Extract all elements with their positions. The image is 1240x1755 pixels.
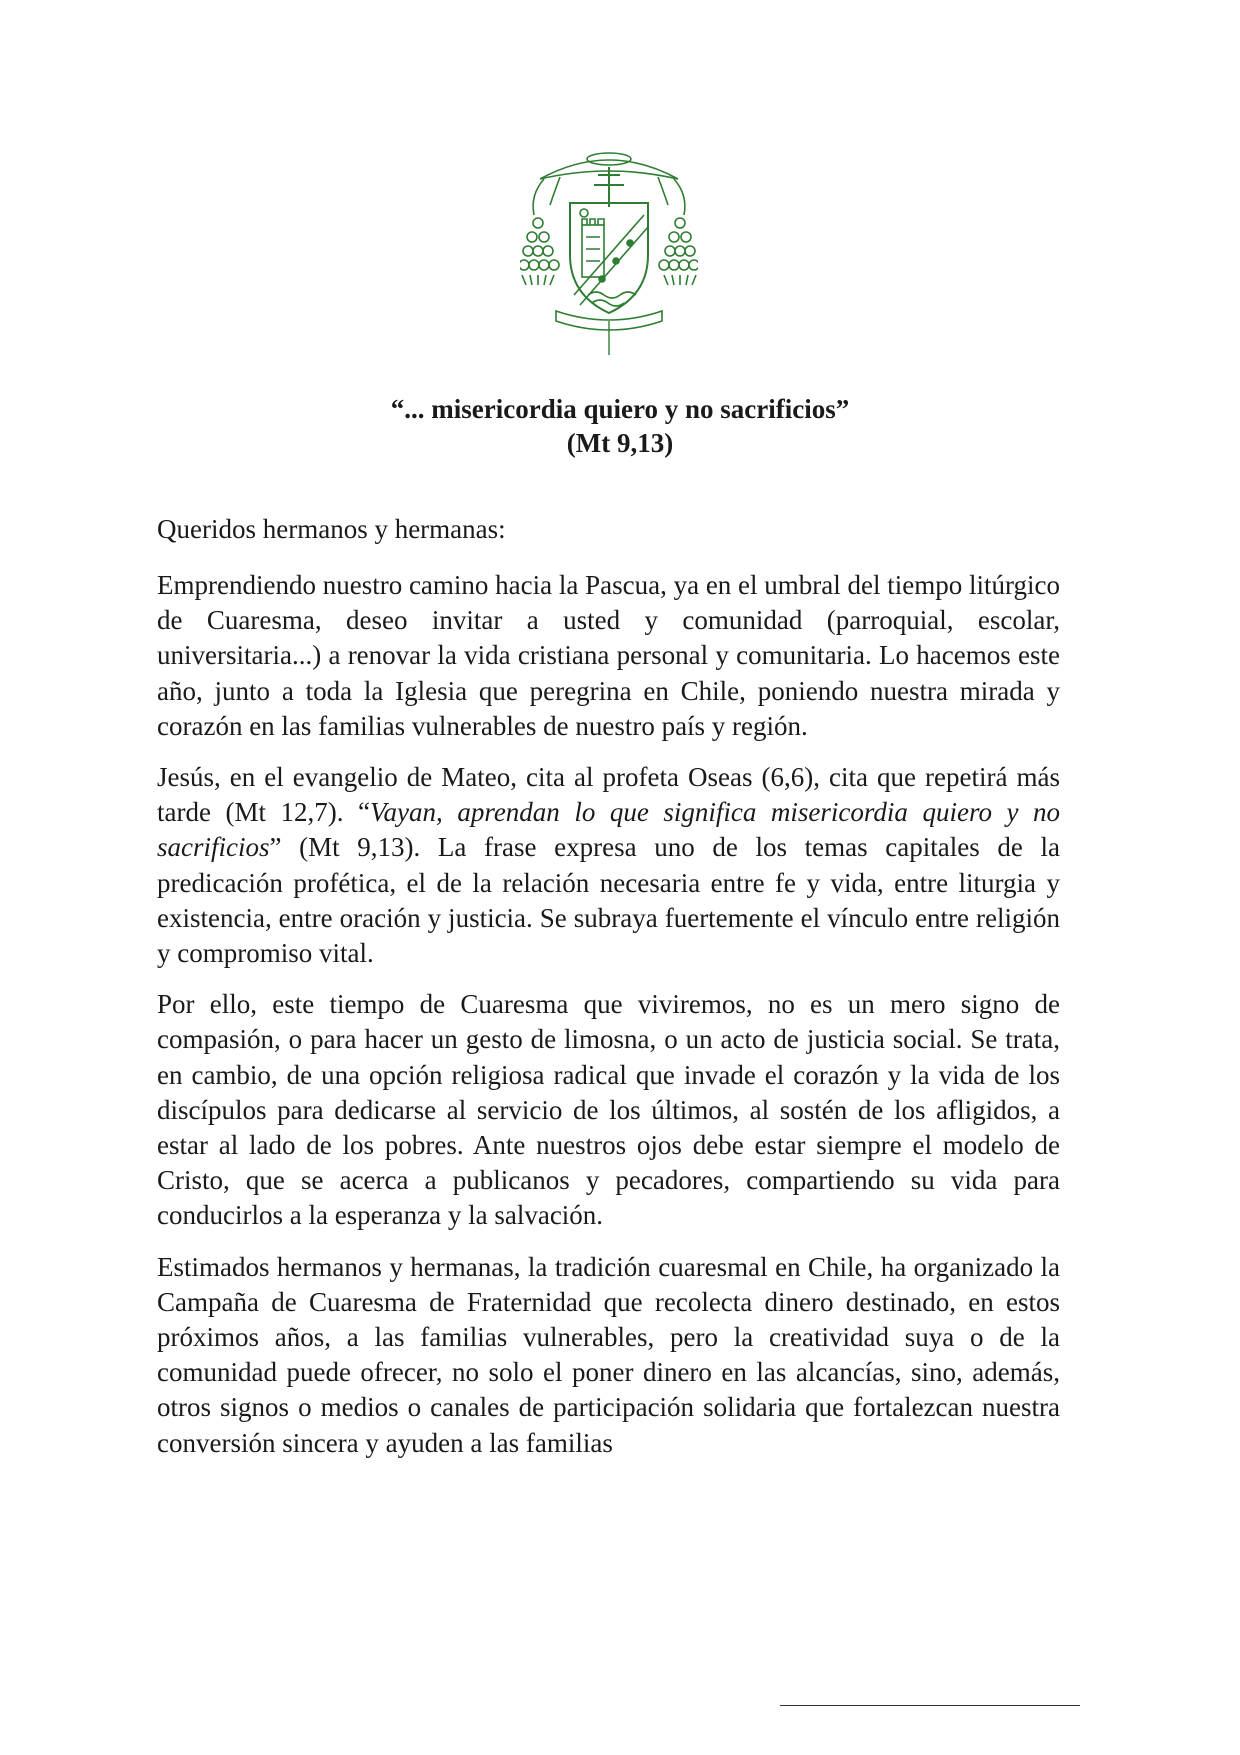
title-quote: “... misericordia quiero y no sacrificios” bbox=[390, 394, 850, 424]
paragraph-2-rest: ” (Mt 9,13). La frase expresa uno de los temas capitales de la predicación profética, el de la relación necesaria entre fe y vida, entre liturgia y existencia, entre oración y justicia. Se subraya fuertemente el vínculo entre religión y compromiso vital. bbox=[157, 832, 1060, 969]
episcopal-coat-of-arms-icon bbox=[520, 145, 698, 355]
letter-body bbox=[157, 568, 1060, 1477]
paragraph-2-intro: Jesús, en el evangelio de Mateo, cita al profeta Oseas (6,6), cita que repetirá más tarde (Mt 12,7). “ bbox=[157, 762, 1060, 828]
title-reference: (Mt 9,13) bbox=[566, 428, 674, 458]
paragraph-4: Estimados hermanos y hermanas, la tradición cuaresmal en Chile, ha organizado la Campaña de Cuaresma de Fraternidad que recolecta dinero destinado, en estos próximos años, a las familias vulnerables, pero la creatividad suya o de la comunidad puede ofrecer, no solo el poner dinero en las alcancías, sino, además, otros signos o medios o canales de participación solidaria que fortalezcan nuestra conversión sincera y ayuden a las familias bbox=[157, 1251, 1060, 1458]
paragraph-1: Emprendiendo nuestro camino hacia la Pascua, ya en el umbral del tiempo litúrgico de Cuaresma, deseo invitar a usted y comunidad (parroquial, escolar, universitaria...) a renovar la vida cristiana personal y comunitaria. Lo hacemos este año, junto a toda la Iglesia que peregrina en Chile, poniendo nuestra mirada y corazón en las familias vulnerables de nuestro país y región. bbox=[157, 570, 1060, 741]
footer-rule bbox=[780, 1705, 1080, 1706]
document-title bbox=[160, 392, 1080, 460]
paragraph-2-quote: Vayan, aprendan lo que significa misericordia quiero y no sacrificios bbox=[157, 797, 1061, 863]
paragraph-2 bbox=[157, 760, 1060, 971]
salutation: Queridos hermanos y hermanas: bbox=[157, 514, 506, 544]
paragraph-3: Por ello, este tiempo de Cuaresma que viviremos, no es un mero signo de compasión, o para hacer un gesto de limosna, o un acto de justicia social. Se trata, en cambio, de una opción religiosa radical que invade el corazón y la vida de los discípulos para dedicarse al servicio de los últimos, al sostén de los afligidos, a estar al lado de los pobres. Ante nuestros ojos debe estar siempre el modelo de Cristo, que se acerca a publicanos y pecadores, compartiendo su vida para conducirlos a la esperanza y la salvación. bbox=[157, 989, 1060, 1231]
